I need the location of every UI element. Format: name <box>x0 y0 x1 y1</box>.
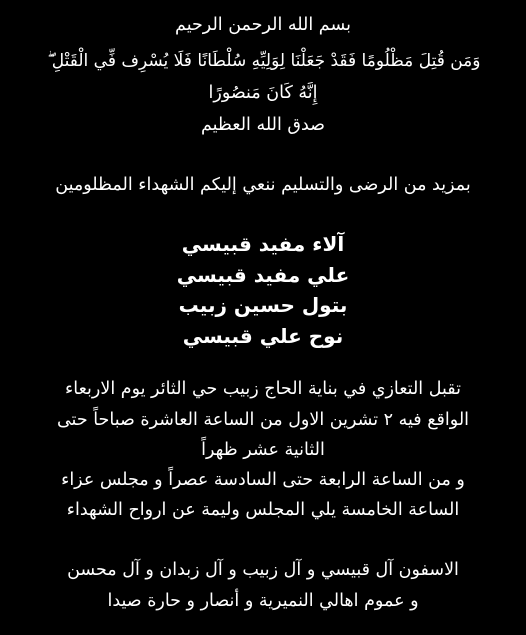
bereaved-families: الاسفون آل قبيسي و آل زبيب و آل زبدان و آل محسن <box>67 560 459 580</box>
basmala: بسم الله الرحمن الرحيم <box>175 15 351 35</box>
condolence-line: الواقع فيه ٢ تشرين الاول من الساعة العاشرة صباحاً حتى <box>56 410 470 430</box>
verse-line-2: إِنَّهُ كَانَ مَنصُورًا <box>208 83 318 103</box>
martyr-name: بتول حسين زبيب <box>178 293 348 317</box>
martyr-name: علي مفيد قبيسي <box>176 263 350 287</box>
closing-phrase: صدق الله العظيم <box>200 115 326 135</box>
martyr-name: نوح علي قبيسي <box>182 324 344 348</box>
condolence-line: تقبل التعازي في بناية الحاج زبيب حي الثائر يوم الاربعاء <box>65 379 461 399</box>
condolence-line: الساعة الخامسة يلي المجلس وليمة عن ارواح الشهداء <box>66 500 460 520</box>
martyr-name: آلاء مفيد قبيسي <box>181 232 345 256</box>
condolence-line: و من الساعة الرابعة حتى السادسة عصراً و مجلس عزاء <box>61 470 465 490</box>
condolence-line: الثانية عشر ظهراً <box>201 440 325 460</box>
intro-announcement: بمزيد من الرضى والتسليم ننعي إليكم الشهداء المظلومين <box>55 175 471 195</box>
verse-line-1: وَمَن قُتِلَ مَظْلُومًا فَقَدْ جَعَلْنَا لِوَلِيِّهِ سُلْطَانًا فَلَا يُسْرِف فِّي الْقَتْلِ ۖ <box>47 51 481 71</box>
bereaved-families: و عموم اهالي النميرية و أنصار و حارة صيدا <box>107 591 419 611</box>
